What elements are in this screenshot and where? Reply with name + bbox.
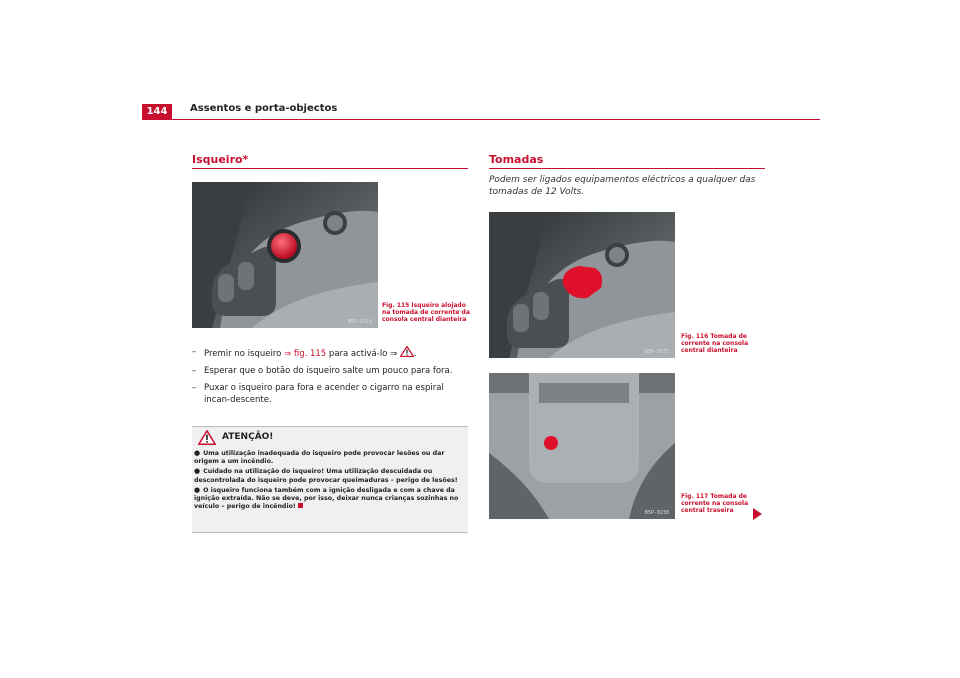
section-title-tomadas: Tomadas: [489, 153, 544, 166]
figure-code: B5P-0238: [644, 510, 669, 516]
page-header-title: Assentos e porta-objectos: [190, 103, 338, 114]
figure-code: B5P-0118: [347, 319, 372, 325]
figure-lighter: [192, 182, 378, 328]
step-text: Esperar que o botão do isqueiro salte um pouco para fora.: [204, 366, 453, 376]
section-rule-right: [489, 168, 765, 169]
next-page-arrow-icon[interactable]: [752, 508, 762, 520]
instruction-steps: [192, 346, 472, 411]
end-marker-icon: [298, 503, 303, 508]
page-number: 144: [142, 104, 172, 119]
step-text: para activá-lo ⇒: [326, 349, 398, 359]
warning-list: [194, 449, 466, 512]
step-text: Premir no isqueiro: [204, 349, 285, 359]
warning-header: [192, 429, 468, 445]
lighter-illustration: [192, 182, 378, 328]
section-intro: Podem ser ligados equipamentos eléctricos a qualquer das tomadas de 12 Volts.: [489, 175, 756, 197]
header-rule: [142, 119, 820, 120]
step-item: – Premir no isqueiro ⇒ fig. 115 para activá-lo ⇒ .: [192, 347, 417, 359]
figure-caption: Fig. 117 Tomada de corrente na consola central traseira: [681, 493, 749, 514]
figure-caption: Fig. 116 Tomada de corrente na consola central dianteira: [681, 333, 749, 354]
warning-triangle-icon: [198, 430, 216, 445]
section-title-isqueiro: Isqueiro*: [192, 153, 249, 166]
warning-box: [192, 426, 468, 533]
rear-socket-illustration: [489, 373, 675, 519]
figure-front-socket: [489, 212, 675, 358]
warning-triangle-icon: [400, 346, 414, 357]
warning-title: ATENÇÃO!: [222, 432, 274, 442]
step-item: – Esperar que o botão do isqueiro salte um pouco para fora.: [192, 366, 453, 376]
warning-item: ● Uma utilização inadequada do isqueiro pode provocar lesões ou dar origem a um incêndio.: [194, 449, 445, 466]
warning-item: ● Cuidado na utilização do isqueiro! Uma utilização descuidada ou descontrolada do isqueiro pode provocar queimaduras – perigo de lesões!: [194, 467, 458, 484]
step-text: Puxar o isqueiro para fora e acender o cigarro na espiral incan-descente.: [204, 383, 444, 405]
figure-caption: Fig. 115 Isqueiro alojado na tomada de corrente da consola central dianteira: [382, 302, 470, 323]
figure-code: B5P-0175: [644, 349, 669, 355]
warning-item: ● O isqueiro funciona também com a ignição desligada e com a chave da ignição extraída. Não se deve, por isso, deixar nunca crianças sozinhas no veículo – perigo de incêndio!: [194, 485, 459, 511]
front-socket-illustration: [489, 212, 675, 358]
section-rule-left: [192, 168, 468, 169]
figure-reference-link[interactable]: ⇒ fig. 115: [284, 349, 327, 359]
step-item: – Puxar o isqueiro para fora e acender o cigarro na espiral incan-descente.: [192, 383, 444, 405]
figure-rear-socket: [489, 373, 675, 519]
